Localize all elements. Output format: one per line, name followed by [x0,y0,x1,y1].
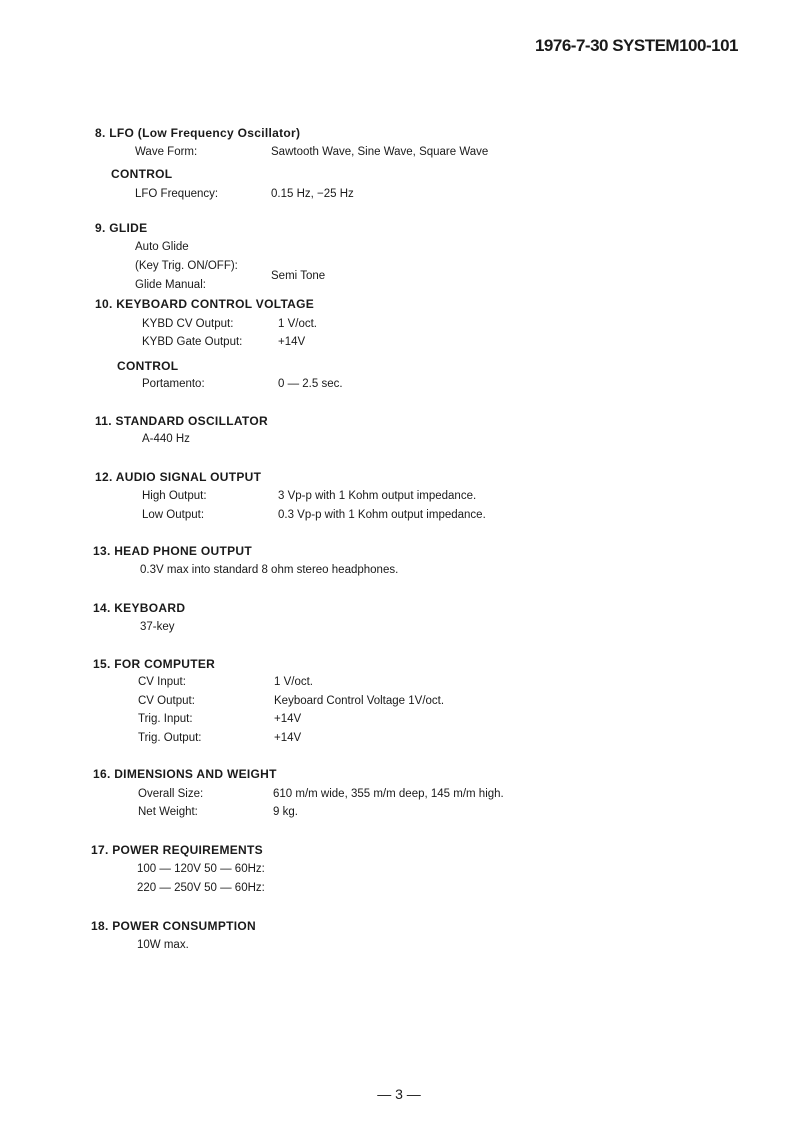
glide-manual-label: Glide Manual: [135,279,206,291]
cv-output-value: Keyboard Control Voltage 1V/oct. [274,695,445,707]
kybd-gate-label: KYBD Gate Output: [142,336,243,348]
auto-glide-label: Auto Glide [135,241,189,253]
keyboard-value: 37-key [140,621,175,633]
portamento-value: 0 — 2.5 sec. [278,378,343,390]
trig-input-label: Trig. Input: [138,713,193,725]
section-8-control-heading: CONTROL [111,167,173,181]
wave-form-label: Wave Form: [135,146,198,158]
cv-input-label: CV Input: [138,676,186,688]
headphone-output-value: 0.3V max into standard 8 ohm stereo headphones. [140,564,399,576]
page-header-title: 1976-7-30 SYSTEM100-101 [534,36,738,55]
trig-input-value: +14V [274,713,302,725]
lfo-frequency-value: 0.15 Hz, −25 Hz [271,188,354,200]
trig-output-value: +14V [274,732,302,744]
trig-output-label: Trig. Output: [138,732,202,744]
key-trig-label: (Key Trig. ON/OFF): [135,260,238,272]
cv-input-value: 1 V/oct. [274,676,313,688]
net-weight-value: 9 kg. [273,806,298,818]
high-output-value: 3 Vp-p with 1 Kohm output impedance. [278,490,477,502]
page-number: — 3 — [377,1086,421,1102]
section-14-heading: 14. KEYBOARD [93,601,186,615]
lfo-frequency-label: LFO Frequency: [135,188,219,200]
power-consumption-value: 10W max. [137,939,189,951]
wave-form-value: Sawtooth Wave, Sine Wave, Square Wave [271,146,489,158]
section-10-heading: 10. KEYBOARD CONTROL VOLTAGE [95,297,315,311]
portamento-label: Portamento: [142,378,205,390]
overall-size-label: Overall Size: [138,788,204,800]
kybd-cv-value: 1 V/oct. [278,318,317,330]
section-9-heading: 9. GLIDE [95,221,148,235]
high-output-label: High Output: [142,490,207,502]
standard-oscillator-value: A-440 Hz [142,433,190,445]
cv-output-label: CV Output: [138,695,195,707]
low-output-label: Low Output: [142,509,205,521]
section-16-heading: 16. DIMENSIONS AND WEIGHT [93,767,277,781]
power-requirement-2: 220 — 250V 50 — 60Hz: [137,882,265,894]
kybd-gate-value: +14V [278,336,306,348]
low-output-value: 0.3 Vp-p with 1 Kohm output impedance. [278,509,486,521]
section-17-heading: 17. POWER REQUIREMENTS [91,843,263,857]
section-11-heading: 11. STANDARD OSCILLATOR [95,414,268,428]
glide-value: Semi Tone [271,270,326,282]
section-15-heading: 15. FOR COMPUTER [93,657,216,671]
section-12-heading: 12. AUDIO SIGNAL OUTPUT [95,470,262,484]
kybd-cv-label: KYBD CV Output: [142,318,234,330]
section-18-heading: 18. POWER CONSUMPTION [91,919,256,933]
overall-size-value: 610 m/m wide, 355 m/m deep, 145 m/m high. [273,788,504,800]
section-13-heading: 13. HEAD PHONE OUTPUT [93,544,252,558]
section-8-heading: 8. LFO (Low Frequency Oscillator) [95,126,301,140]
section-10-control-heading: CONTROL [117,359,179,373]
net-weight-label: Net Weight: [138,806,198,818]
power-requirement-1: 100 — 120V 50 — 60Hz: [137,863,265,875]
